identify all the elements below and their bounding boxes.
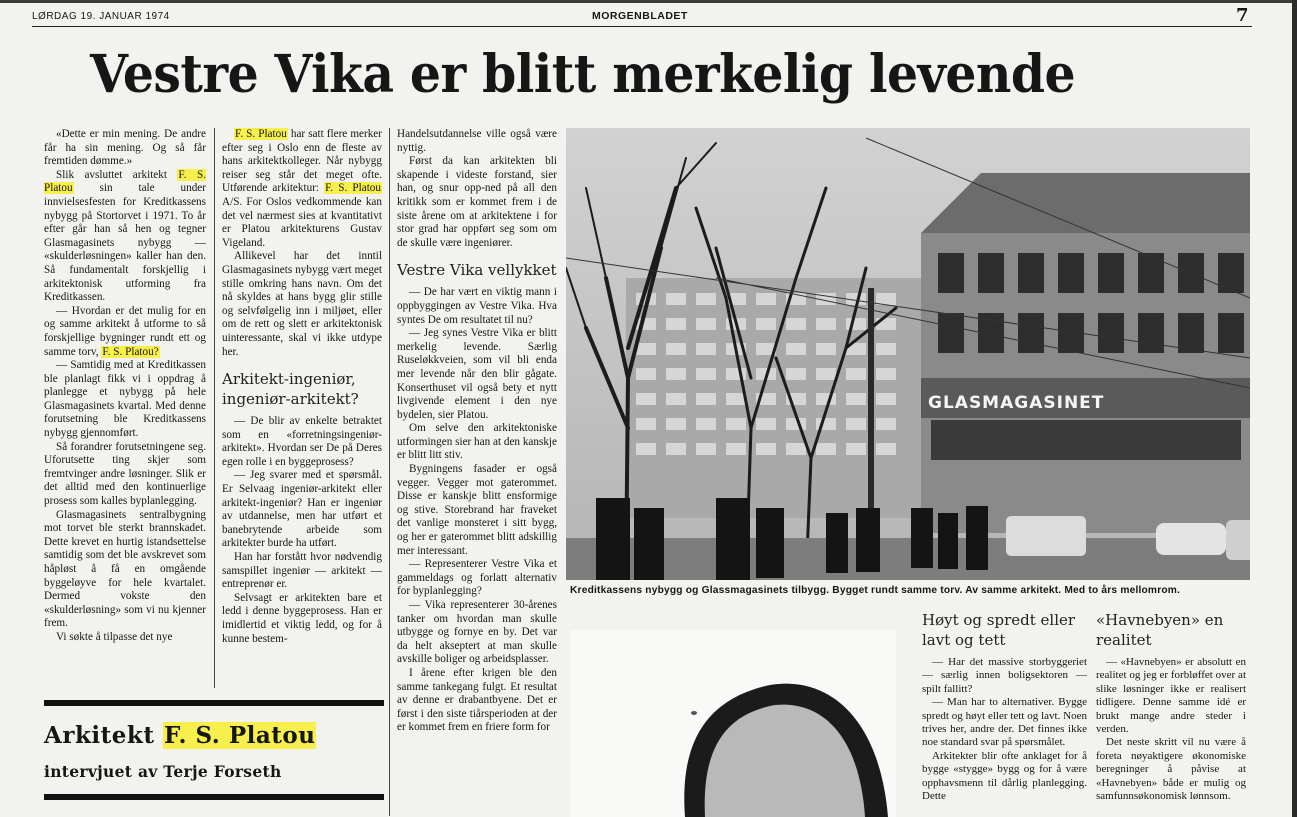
paragraph: Så forandrer forutsetningene seg. Uforutsette ting skjer som fremtvinger andre løsninger. Slik er det alltid med den kontinuerlige prosess som kalles byplanlegging. bbox=[44, 440, 206, 508]
paragraph: Bygningens fasader er også vegger. Vegger mot gaterommet. Disse er kanskje blitt ensformige og stive. Storebrand har fraveket det vanlige monsteret i sitt bygg, og her er gaterommet blitt adskillig mer interessant. bbox=[397, 463, 557, 557]
paragraph: Vi søkte å tilpasse det nye bbox=[56, 630, 173, 643]
text-span: Slik avsluttet arkitekt bbox=[56, 168, 167, 181]
paragraph: Handelsutdannelse ville også være nyttig. bbox=[397, 128, 557, 154]
subheading: «Havnebyen» en realitet bbox=[1096, 611, 1224, 649]
text-span: — Hvordan er det mulig for en og samme arkitekt å utforme to så forskjellige bygninger rundt ett og samme torv, bbox=[44, 304, 206, 358]
paragraph: — Representerer Vestre Vika et gammeldags og forlatt alternativ for byplanlegging? bbox=[397, 558, 557, 598]
paragraph: Han har forstått hvor nødvendig samspillet ingeniør — arkitekt — entreprenør er. bbox=[222, 551, 382, 591]
paragraph: Arkitekter blir ofte anklaget for å bygge «stygge» bygg og for å være opphavsmenn til dårlig planlegging. Dette bbox=[922, 749, 1087, 803]
page-top-edge bbox=[0, 0, 1297, 3]
paragraph: — De har vært en viktig mann i oppbyggingen av Vestre Vika. Hva syntes De om resultatet til nu? bbox=[397, 286, 557, 326]
text-span: har satt flere merker efter seg i Oslo enn de fleste av hans arkitektkolleger. Når nybygg reiser seg står det meget ofte. Utførende arkitektur: bbox=[222, 128, 382, 195]
byline-rule-top bbox=[44, 700, 384, 706]
masthead-paper-name: MORGENBLADET bbox=[592, 10, 688, 22]
article-column-3 bbox=[397, 128, 557, 816]
text-span: A/S. For Oslos vedkommende kan det vel nærmest sies at kvantitativt er Platou arkitekturens Gustav Vigeland. bbox=[222, 195, 382, 249]
paragraph: — Vika representerer 30-årenes tanker om hvordan man skulle utbygge og fornye en by. Det var da helt akseptert at man skulle avskille boliger og arbeidsplasser. bbox=[397, 599, 557, 666]
page-number: 7 bbox=[1236, 5, 1250, 26]
photo-illustration bbox=[566, 128, 1250, 580]
byline-rule-bottom bbox=[44, 794, 384, 800]
paragraph: Glasmagasinets sentralbygning mot torvet ble sterkt brannskadet. Dette krevet en hurtig istandsettelse samtidig som det ble avskrevet som håpløst å få en omgående byggeløyve for hele kvartalet. Dermed vokste den «skulderløsning» som vi nu kjenner frem. bbox=[44, 508, 206, 630]
photo-caption: Kreditkassens nybygg og Glassmagasinets tilbygg. Bygget rundt samme torv. Av samme arkitekt. Med to års mellomrom. bbox=[570, 585, 1181, 596]
paragraph: — Man har to alternativer. Bygge spredt og høyt eller tett og lavt. Noen trives her, andre der. Det finnes ikke noe standard svar på spørsmålet. bbox=[922, 696, 1087, 749]
article-column-5 bbox=[1096, 610, 1246, 817]
article-column-4 bbox=[922, 610, 1087, 817]
paragraph: — Jeg synes Vestre Vika er blitt merkelig levende. Særlig Ruseløkkveien, som vil bli enda mer levende når den blir gågate. Konserthuset vil også bety et nytt livgivende element i den nye bydelen, sier Platou. bbox=[397, 327, 557, 421]
paragraph: — Jeg svarer med et spørsmål. Er Selvaag ingeniør-arkitekt eller arkitekt-ingeniør? Han er ingeniør av utdannelse, men har utført et banebrytende arbeide som arkitekter burde ha utført. bbox=[222, 469, 382, 550]
paragraph: — Samtidig med at Kreditkassen ble planlagt fikk vi i oppdrag å planlegge et nybygg på hele Glasmagasinets kvartal. Med denne forutsetning ble Kreditkassens nybygg gjennomført. bbox=[44, 359, 206, 440]
paragraph bbox=[222, 128, 382, 250]
highlighted-name: F. S. Platou bbox=[325, 182, 381, 195]
byline-title bbox=[44, 722, 316, 749]
paragraph: Det neste skritt vil nu være å foreta nøyaktigere økonomiske beregninger å påvise at «Havnebyen» både er mulig og samfunnsøkonomisk lønnsom. bbox=[1096, 736, 1246, 803]
paragraph: — De blir av enkelte betraktet som en «forretningsingeniør-arkitekt». Hvordan ser De på Deres egen rolle i en byggeprosess? bbox=[222, 415, 382, 468]
masthead-date: LØRDAG 19. JANUAR 1974 bbox=[32, 11, 170, 22]
paragraph bbox=[44, 305, 206, 359]
paragraph: «Dette er min mening. De andre får ha sin mening. Og så får fremtiden dømme.» bbox=[44, 128, 206, 168]
paragraph: Allikevel har det inntil Glasmagasinets nybygg vært meget stille omkring hans navn. Om det nå skyldes at hans bygg glir stille og selvfølgelig inn i miljøet, eller om de rett og slett er arkitektonisk uinteressante, skal vi ikke utdype her. bbox=[222, 250, 382, 358]
text-span: Arkitekt bbox=[44, 722, 155, 749]
paragraph: Først da kan arkitekten bli skapende i videste forstand, sier han, og snur opp-ned på all den kritikk som er kommet frem i de siste årene om at arkitektene i for stor grad har oppført seg som om de skulle være ingeniører. bbox=[397, 155, 557, 249]
portrait-photo bbox=[570, 630, 896, 817]
paragraph: — Har det massive storbyggeriet — særlig innen boligsektoren — spilt fallitt? bbox=[922, 656, 1087, 695]
store-sign: GLASMAGASINET bbox=[928, 393, 1105, 413]
paragraph: Om selve den arkitektoniske utformingen sier han at den kanskje er blitt litt stiv. bbox=[397, 422, 557, 462]
paragraph bbox=[44, 169, 206, 305]
subheading: Vestre Vika vellykket bbox=[397, 261, 557, 280]
paragraph: I årene efter krigen ble den samme tankegang fulgt. Et resultat av denne er drabantbyene. Det er først i den siste tiårsperioden at der er kommet frem en friere form for bbox=[397, 666, 557, 734]
column-rule bbox=[389, 128, 390, 816]
paragraph: Selvsagt er arkitekten bare et ledd i denne byggeprosess. Han er imidlertid et viktig ledd, og for å kunne bestem- bbox=[222, 591, 382, 645]
subheading: Høyt og spredt eller lavt og tett bbox=[922, 611, 1076, 649]
masthead bbox=[32, 5, 1252, 26]
highlighted-name: F. S. Platou? bbox=[102, 345, 159, 358]
street-photo bbox=[566, 128, 1250, 580]
headline: Vestre Vika er blitt merkelig levende bbox=[90, 44, 1076, 105]
subheading: Arkitekt-ingeniør, ingeniør-arkitekt? bbox=[222, 370, 359, 409]
masthead-rule bbox=[32, 26, 1252, 27]
paragraph: — «Havnebyen» er absolutt en realitet og jeg er forbløffet over at slike løsninger ikke er realisert tidligere. Denne samme idé er brukt mange andre steder i verden. bbox=[1096, 656, 1246, 736]
article-column-2 bbox=[222, 128, 382, 688]
column-rule bbox=[214, 128, 215, 688]
highlighted-name: F. S. Platou bbox=[44, 168, 206, 195]
article-column-1 bbox=[44, 128, 206, 688]
byline-box bbox=[44, 700, 384, 800]
portrait-illustration bbox=[570, 630, 896, 817]
text-span: sin tale under innvielsesfesten for Kreditkassens nybygg på Stortorvet i 1971. To år efter går han så hen og tegner Glasmagasinets nybygg — «skulderløsningen» kaller han den. Så fundamentalt forskjellig i arkitektonisk utforming fra Kreditkassen. bbox=[44, 182, 206, 304]
highlighted-name: F. S. Platou bbox=[235, 128, 287, 140]
page-right-edge bbox=[1292, 0, 1297, 817]
byline-author: intervjuet av Terje Forseth bbox=[44, 762, 282, 781]
highlighted-name: F. S. Platou bbox=[163, 722, 316, 749]
